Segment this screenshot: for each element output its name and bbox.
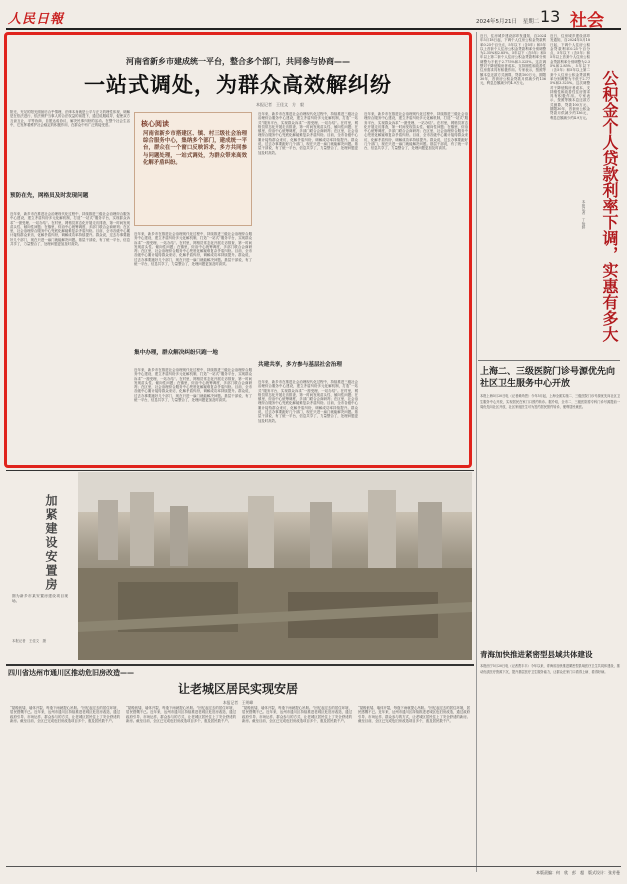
newspaper-logo: 人民日報 [8, 12, 65, 27]
right-news2-text: 本报西宁5月20日电（记者贾丰丰）今年以来，青海省加快推进紧密型县域医疗卫生共同体建设，推动优质医疗资源下沉，提升基层医疗卫生服务能力，让群众在家门口看得上病、看得好病。 [480, 664, 620, 674]
right-column-rule [476, 32, 477, 872]
lead-kicker: 河南省新乡市建成统一平台，整合多个部门，共同参与协商—— [126, 57, 350, 66]
masthead-date [476, 17, 539, 25]
lead-column-1: 近年来，新乡市在推进社会治理现代化过程中，持续推进三级社会治理综合服务中心建设，建立矛盾纠纷多元化解机制，打造“一站式”服务平台，实现群众诉求“一窗受理、一站办结”。在村里，网格员常态化开展走访排查，第一时间发现苗头性、倾向性问题；在镇里，综治中心统筹调度，多部门联合会商研判；在区里，社会治理综合服务中心兜底化解疑难复杂矛盾纠纷。目前，全市各级中心累计接待群众来访，化解矛盾纠纷，调解成功率持续提升。群众说，过去办事要跑好几个部门，现在只进一扇门就能解决问题。基层干部说，有了统一平台，信息共享了，力量整合了，处理问题更加及时高效。 [10, 212, 130, 247]
right-news-text: 本报上海5月20日电（记者黄尚恩）今年5月起，上海全面实施二、三级医院门诊号源优先向社区卫生服务中心开放，实现居民在家门口预约转诊。据介绍，全市二、三级医院将专科门诊号源提前一周优先向社区开放，社区家庭医生可为签约居民预约转诊，便利居民就医。 [480, 394, 620, 410]
core-reading-title: 核心阅读 [141, 120, 169, 128]
lead-column-6: 近年来，新乡市在推进社会治理现代化过程中，持续推进三级社会治理综合服务中心建设，建立矛盾纠纷多元化解机制，打造“一站式”服务平台，实现群众诉求“一窗受理、一站办结”。在村里，网格员常态化开展走访排查，第一时间发现苗头性、倾向性问题；在镇里，综治中心统筹调度，多部门联合会商研判；在区里，社会治理综合服务中心兜底化解疑难复杂矛盾纠纷。目前，全市各级中心累计接待群众来访，化解矛盾纠纷，调解成功率持续提升。群众说，过去办事要跑好几个部门，现在只进一扇门就能解决问题。基层干部说，有了统一平台，信息共享了，力量整合了，处理问题更加及时高效。 [364, 112, 468, 151]
bottom-kicker: 四川省达州市通川区推动危旧房改造—— [8, 669, 134, 677]
bottom-top-rule [6, 664, 474, 666]
lead-subhead-3: 共建共享，多方参与基层社会治理 [258, 362, 342, 368]
bottom-column-3: “屋檐低矮、墙体开裂，每逢下雨就提心吊胆。”回忆起过去的居住环境，居民感慨不已。近年来，达州市通川区持续推进老城区危旧房改造，通过政府引导、市场运作、群众参与的方式，让老城区居民住上了安全舒适的新房。截至目前，全区已完成危旧房改造项目多个，惠及居民数千户。 [242, 706, 352, 723]
bottom-byline: 本报记者 王明峰 [222, 700, 254, 705]
bottom-column-2: “屋檐低矮、墙体开裂，每逢下雨就提心吊胆。”回忆起过去的居住环境，居民感慨不已。近年来，达州市通川区持续推进老城区危旧房改造，通过政府引导、市场运作、群众参与的方式，让老城区居民住上了安全舒适的新房。截至目前，全区已完成危旧房改造项目多个，惠及居民数千户。 [126, 706, 236, 723]
right-feature-column-b: 近日，住房城乡建设部印发通知，自2024年5月18日起，下调个人住房公积金贷款利率0.25个百分点，5年以下（含5年）和5年以上首套个人住房公积金贷款利率分别调整为2.35%和2.85%，5年以下（含5年）和5年以上第二套个人住房公积金贷款利率分别调整为不低于2.775%和3.325%。这次调整对于降低购房者成本、支持刚性和改善性住房需求具有积极作用。专家表示，按照等额本息还款方式测算，贷款100万元、期限30年，首套房公积金贷款月供减少约136元，利息总额减少约4.9万元。 [550, 34, 590, 120]
right-feature-column-a: 近日，住房城乡建设部印发通知，自2024年5月18日起，下调个人住房公积金贷款利率0.25个百分点，5年以下（含5年）和5年以上首套个人住房公积金贷款利率分别调整为2.35%和2.85%，5年以下（含5年）和5年以上第二套个人住房公积金贷款利率分别调整为不低于2.775%和3.325%。这次调整对于降低购房者成本、支持刚性和改善性住房需求具有积极作用。专家表示，按照等额本息还款方式测算，贷款100万元、期限30年，首套房公积金贷款月供减少约136元，利息总额减少约4.9万元。 [480, 34, 546, 86]
lead-column-5: 近年来，新乡市在推进社会治理现代化过程中，持续推进三级社会治理综合服务中心建设，建立矛盾纠纷多元化解机制，打造“一站式”服务平台，实现群众诉求“一窗受理、一站办结”。在村里，网格员常态化开展走访排查，第一时间发现苗头性、倾向性问题；在镇里，综治中心统筹调度，多部门联合会商研判；在区里，社会治理综合服务中心兜底化解疑难复杂矛盾纠纷。目前，全市各级中心累计接待群众来访，化解矛盾纠纷，调解成功率持续提升。群众说，过去办事要跑好几个部门，现在只进一扇门就能解决问题。基层干部说，有了统一平台，信息共享了，力量整合了，处理问题更加及时高效。 [258, 380, 358, 423]
footer-rule [6, 866, 621, 867]
lead-byline: 本报记者 王佳文 方 毅 [256, 102, 304, 107]
right-news-headline: 上海二、三级医院门诊号源优先向社区卫生服务中心开放 [480, 367, 616, 389]
right-feature-headline: 公积金个人贷款利率下调，实惠有多大 [600, 70, 619, 342]
lead-headline: 一站式调处，为群众高效解纠纷 [84, 73, 392, 97]
masthead [8, 6, 619, 31]
weekday-text: 星期二 [522, 19, 540, 25]
bottom-column-1: “屋檐低矮、墙体开裂，每逢下雨就提心吊胆。”回忆起过去的居住环境，居民感慨不已。近年来，达州市通川区持续推进老城区危旧房改造，通过政府引导、市场运作、群众参与的方式，让老城区居民住上了安全舒适的新房。截至目前，全区已完成危旧房改造项目多个，惠及居民数千户。 [10, 706, 120, 723]
page-number: 13 [540, 7, 561, 26]
lead-column-4: 近年来，新乡市在推进社会治理现代化过程中，持续推进三级社会治理综合服务中心建设，建立矛盾纠纷多元化解机制，打造“一站式”服务平台，实现群众诉求“一窗受理、一站办结”。在村里，网格员常态化开展走访排查，第一时间发现苗头性、倾向性问题；在镇里，综治中心统筹调度，多部门联合会商研判；在区里，社会治理综合服务中心兜底化解疑难复杂矛盾纠纷。目前，全市各级中心累计接待群众来访，化解矛盾纠纷，调解成功率持续提升。群众说，过去办事要跑好几个部门，现在只进一扇门就能解决问题。基层干部说，有了统一平台，信息共享了，力量整合了，处理问题更加及时高效。 [258, 112, 358, 155]
photo-block-rule [6, 470, 474, 471]
lead-subhead-1: 预防在先，网格员及时发现问题 [10, 193, 89, 199]
housing-photo [78, 472, 472, 660]
lead-column-3: 近年来，新乡市在推进社会治理现代化过程中，持续推进三级社会治理综合服务中心建设，建立矛盾纠纷多元化解机制，打造“一站式”服务平台，实现群众诉求“一窗受理、一站办结”。在村里，网格员常态化开展走访排查，第一时间发现苗头性、倾向性问题；在镇里，综治中心统筹调度，多部门联合会商研判；在区里，社会治理综合服务中心兜底化解疑难复杂矛盾纠纷。目前，全市各级中心累计接待群众来访，化解矛盾纠纷，调解成功率持续提升。群众说，过去办事要跑好几个部门，现在只进一扇门就能解决问题。基层干部说，有了统一平台，信息共享了，力量整合了，处理问题更加及时高效。 [134, 368, 252, 403]
masthead-rule [6, 28, 621, 30]
section-name: 社会 [570, 11, 604, 31]
lead-column-2: 近年来，新乡市在推进社会治理现代化过程中，持续推进三级社会治理综合服务中心建设，建立矛盾纠纷多元化解机制，打造“一站式”服务平台，实现群众诉求“一窗受理、一站办结”。在村里，网格员常态化开展走访排查，第一时间发现苗头性、倾向性问题；在镇里，综治中心统筹调度，多部门联合会商研判；在区里，社会治理综合服务中心兜底化解疑难复杂矛盾纠纷。目前，全市各级中心累计接待群众来访，化解矛盾纠纷，调解成功率持续提升。群众说，过去办事要跑好几个部门，现在只进一扇门就能解决问题。基层干部说，有了统一平台，信息共享了，力量整合了，处理问题更加及时高效。 [134, 232, 252, 267]
right-news2-headline: 青海加快推进紧密型县域共体建设 [480, 650, 593, 659]
core-reading-text: 河南省新乡市搭建区、镇、村三级社会治理综合服务中心，集纳多个部门，建成统一平台，群众在一个窗口反映诉求，多方共同参与问题处理，一站式调处，为群众带来高效化解矛盾纠纷。 [143, 131, 247, 166]
right-feature-rule [478, 360, 620, 361]
photo-caption: 本报记者 王佳文 摄 [12, 639, 46, 643]
lead-intro-column: 阳光、充足的阳光照射后合乎情理，法律本身就是公平与正义的理性体现，调解是在依法进行、依法保护当事人的合法权益的前提下，通过说服疏导，促使双方互谅互让，平等协商，自愿达成协议，解决民事纠纷的活动。在整个社会生活中，它发挥着维护社会稳定的积极作用，在群众中有广泛的接受度。 [10, 110, 130, 127]
photo-note: 图为新乡市某安置房建设项目现场。 [12, 594, 68, 603]
highlight-frame [4, 32, 472, 468]
footer-editor: 本版责编：何 欣 彭 超 版式设计：张芳曼 [536, 870, 620, 875]
right-feature-byline: 本报记者 丁怡婷 [582, 200, 586, 229]
housing-photo-illustration [78, 472, 472, 660]
lead-subhead-2: 集中办理，群众解决纠纷只跑一地 [134, 350, 218, 356]
bottom-headline: 让老城区居民实现安居 [177, 682, 298, 696]
date-text: 2024年5月21日 [476, 19, 517, 25]
side-banner-title: 加紧建设安置房 [44, 494, 58, 592]
bottom-column-4: “屋檐低矮、墙体开裂，每逢下雨就提心吊胆。”回忆起过去的居住环境，居民感慨不已。近年来，达州市通川区持续推进老城区危旧房改造，通过政府引导、市场运作、群众参与的方式，让老城区居民住上了安全舒适的新房。截至目前，全区已完成危旧房改造项目多个，惠及居民数千户。 [358, 706, 470, 723]
